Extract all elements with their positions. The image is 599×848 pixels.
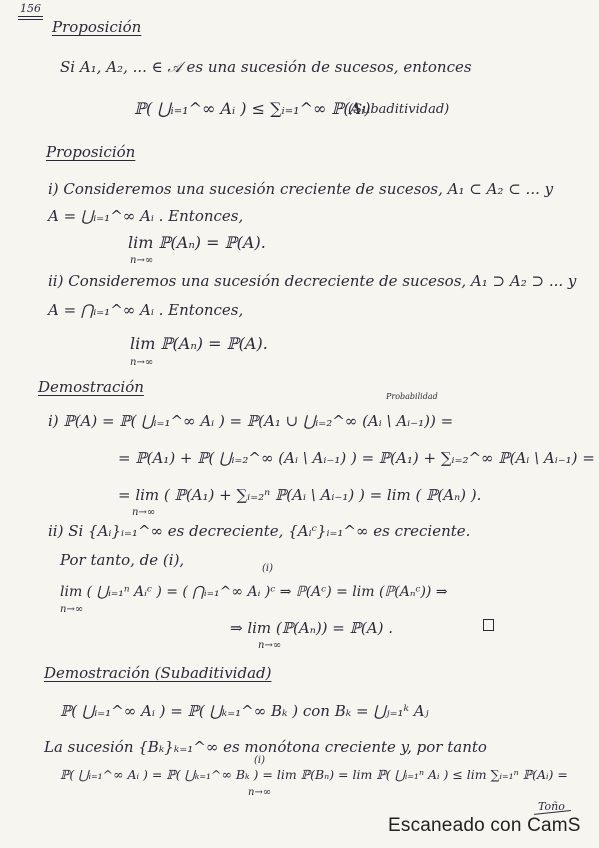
demo1-annotation: Probabilidad [386, 392, 438, 401]
prop2-ii-line2: A = ⋂ᵢ₌₁^∞ Aᵢ . Entonces, [48, 301, 244, 319]
prop1-heading: Proposición [52, 18, 142, 36]
qed-box [483, 619, 494, 631]
demo1-line3-sub: n→∞ [132, 507, 156, 518]
prop2-ii-limit: lim ℙ(Aₙ) = ℙ(A). [130, 334, 268, 353]
demo1-ii-line4: ⇒ lim (ℙ(Aₙ)) = ℙ(A) . [230, 619, 393, 637]
demo1-line3: = lim ( ℙ(A₁) + ∑ᵢ₌₂ⁿ ℙ(Aᵢ \ Aᵢ₋₁) ) = lim ( ℙ(Aₙ) ). [118, 486, 482, 504]
prop2-i-limit-sub: n→∞ [130, 255, 154, 266]
prop2-i-line1: i) Consideremos una sucesión creciente de sucesos, A₁ ⊂ A₂ ⊂ ... y [48, 180, 554, 198]
scanner-watermark: Escaneado con CamS [388, 815, 581, 836]
prop2-i-limit: lim ℙ(Aₙ) = ℙ(A). [128, 233, 266, 252]
demo2-line1: ℙ( ⋃ᵢ₌₁^∞ Aᵢ ) = ℙ( ⋃ₖ₌₁^∞ Bₖ ) con Bₖ = ⋃ⱼ₌₁ᵏ Aⱼ [60, 702, 429, 720]
page-number: 156 [20, 2, 41, 15]
prop1-line1: Si A₁, A₂, ... ∈ 𝒜 es una sucesión de sucesos, entonces [60, 58, 472, 76]
demo1-ii-line3-sub: n→∞ [60, 604, 84, 615]
prop1-note: (Subaditividad) [348, 102, 450, 117]
demo2-line3-sub: n→∞ [248, 787, 272, 798]
prop2-ii-line1: ii) Consideremos una sucesión decreciente de sucesos, A₁ ⊃ A₂ ⊃ ... y [48, 272, 577, 290]
demo1-ii-line2: Por tanto, de (i), [60, 551, 185, 569]
demo1-line1: i) ℙ(A) = ℙ( ⋃ᵢ₌₁^∞ Aᵢ ) = ℙ(A₁ ∪ ⋃ᵢ₌₂^∞ (Aᵢ \ Aᵢ₋₁)) = [48, 412, 454, 430]
prop2-ii-limit-sub: n→∞ [130, 357, 154, 368]
demo1-ii-mark: (i) [262, 563, 274, 574]
demo2-annotation: (i) [254, 755, 266, 766]
prop2-heading: Proposición [46, 143, 136, 161]
demo2-heading: Demostración (Subaditividad) [44, 664, 272, 682]
signature: Toño [538, 800, 565, 813]
prop2-i-line2: A = ⋃ᵢ₌₁^∞ Aᵢ . Entonces, [48, 207, 244, 225]
demo1-ii-line1: ii) Si {Aᵢ}ᵢ₌₁^∞ es decreciente, {Aᵢᶜ}ᵢ₌₁^∞ es creciente. [48, 522, 471, 540]
demo1-ii-line3: lim ( ⋃ᵢ₌₁ⁿ Aᵢᶜ ) = ( ⋂ᵢ₌₁^∞ Aᵢ )ᶜ ⇒ ℙ(Aᶜ) = lim (ℙ(Aₙᶜ)) ⇒ [60, 584, 448, 600]
prop1-formula: ℙ( ⋃ᵢ₌₁^∞ Aᵢ ) ≤ ∑ᵢ₌₁^∞ ℙ(Aᵢ) [134, 99, 371, 118]
demo1-heading: Demostración [38, 378, 144, 396]
demo1-ii-line4-sub: n→∞ [258, 640, 282, 651]
demo2-line2: La sucesión {Bₖ}ₖ₌₁^∞ es monótona creciente y, por tanto [44, 738, 487, 756]
demo1-line2: = ℙ(A₁) + ℙ( ⋃ᵢ₌₂^∞ (Aᵢ \ Aᵢ₋₁) ) = ℙ(A₁) + ∑ᵢ₌₂^∞ ℙ(Aᵢ \ Aᵢ₋₁) = [118, 449, 595, 467]
demo2-line3: ℙ( ⋃ᵢ₌₁^∞ Aᵢ ) = ℙ( ⋃ₖ₌₁^∞ Bₖ ) = lim ℙ(Bₙ) = lim ℙ( ⋃ᵢ₌₁ⁿ Aᵢ ) ≤ lim ∑ᵢ₌₁ⁿ ℙ(Aᵢ) = [60, 767, 568, 782]
